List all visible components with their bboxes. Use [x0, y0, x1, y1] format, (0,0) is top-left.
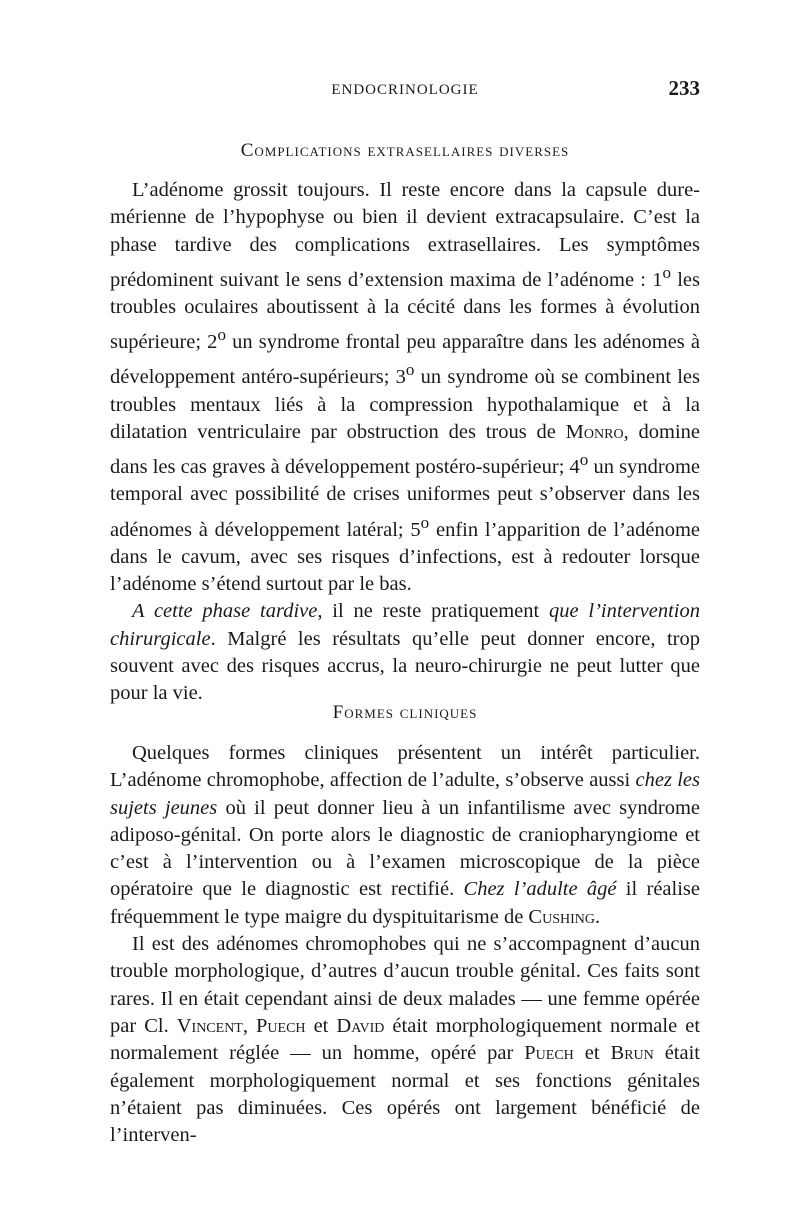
ordinal-marker: o [405, 360, 415, 380]
author-name: David [336, 1014, 385, 1037]
section-heading-complications: Complications extrasellaires diverses [240, 140, 570, 161]
ordinal-marker: o [662, 262, 671, 282]
text-run: était morphologiquement normale et normalement réglée — un homme, opéré par [110, 1014, 701, 1065]
ordinal-marker: o [217, 325, 226, 345]
text-run: , domine dans les cas graves à développement postéro-supérieur; 4 [110, 420, 700, 478]
paragraph-intervention [110, 598, 700, 707]
text-run: et [573, 1042, 611, 1065]
text-run: les troubles oculaires aboutissent à la cécité dans les formes à évolution supérieure; 2 [110, 268, 700, 354]
emphasis: que l’intervention chirurgicale [110, 600, 700, 650]
emphasis: Chez l’adulte âgé [463, 878, 617, 901]
author-name: Puech [524, 1042, 574, 1065]
text-run: et [305, 1014, 337, 1037]
paragraph-formes [110, 740, 700, 931]
text-run: un syndrome temporal avec possibilité de crises uniformes peut s’observer dans les adénomes à développement latéral; 5 [110, 455, 700, 541]
text-run: un syndrome frontal peu apparaître dans les adénomes à développement antéro-supérieurs; 3 [110, 331, 700, 389]
author-name: Cushing [528, 905, 595, 928]
page-number: 233 [668, 76, 700, 100]
text-run: était également morphologiquement normal et ses fonctions génitales n’étaient pas diminuées. Ces opérés ont largement bénéficié de l’interven- [110, 1042, 700, 1147]
running-title: ENDOCRINOLOGIE [331, 82, 479, 98]
text-run: Quelques formes cliniques présentent un intérêt particulier. L’adénome chromophobe, affection de l’adulte, s’observe aussi [110, 742, 700, 792]
section-body-formes-cliniques [110, 740, 700, 1149]
text-run: , il ne reste pratiquement [317, 600, 550, 623]
text-run: . Malgré les résultats qu’elle peut donner encore, trop souvent avec des risques accrus, la neuro-chirurgie ne peut lutter que pour la vie. [110, 627, 700, 705]
text-run: un syndrome où se combinent les troubles mentaux liés à la compression hypothalamique et à la dilatation ventriculaire par obstruction des trous de [110, 366, 701, 443]
section-heading-formes-cliniques: Formes cliniques [332, 702, 478, 723]
running-head [110, 76, 700, 106]
author-name: Puech [256, 1014, 306, 1037]
paragraph-adenomes-chromophobes [110, 931, 700, 1149]
text-run: il réalise fréquemment le type maigre du dyspituitarisme de [110, 878, 700, 928]
emphasis: chez les sujets jeunes [110, 769, 700, 819]
text-run: , [242, 1014, 257, 1037]
emphasis: A cette phase tardive [132, 600, 318, 623]
text-run: L’adénome grossit toujours. Il reste encore dans la capsule dure-mérienne de l’hypophyse ou bien il devient extracapsulaire. C’est la phase tardive des complications extrasellaires. Les symptômes prédominent suivant le sens d’extension maxima de l’adénome : 1 [110, 179, 700, 291]
text-run: Il est des adénomes chromophobes qui ne s’accompagnent d’aucun trouble morphologique, d’autres d’aucun trouble génital. Ces faits sont rares. Il en était cependant ainsi de deux malades — une femme opérée par Cl. [110, 933, 700, 1037]
text-run: enfin l’apparition de l’adénome dans le cavum, avec ses risques d’infections, est à redouter lorsque l’adénome s’étend surtout par le bas. [110, 518, 700, 595]
author-name: Monro [565, 420, 624, 443]
author-name: Brun [610, 1042, 654, 1065]
text-run: . [595, 905, 601, 928]
ordinal-marker: o [420, 512, 430, 532]
author-name: Vincent [176, 1014, 243, 1037]
paragraph-phase-tardive [110, 177, 700, 598]
text-run: où il peut donner lieu à un infantilisme avec syndrome adiposo-génital. On porte alors le diagnostic de craniopharyngiome et c’est à l’intervention ou à l’examen microscopique de la pièce opératoire que le diagnostic est rectifié. [110, 796, 700, 901]
section-body-complications [110, 177, 700, 707]
ordinal-marker: o [579, 450, 589, 470]
